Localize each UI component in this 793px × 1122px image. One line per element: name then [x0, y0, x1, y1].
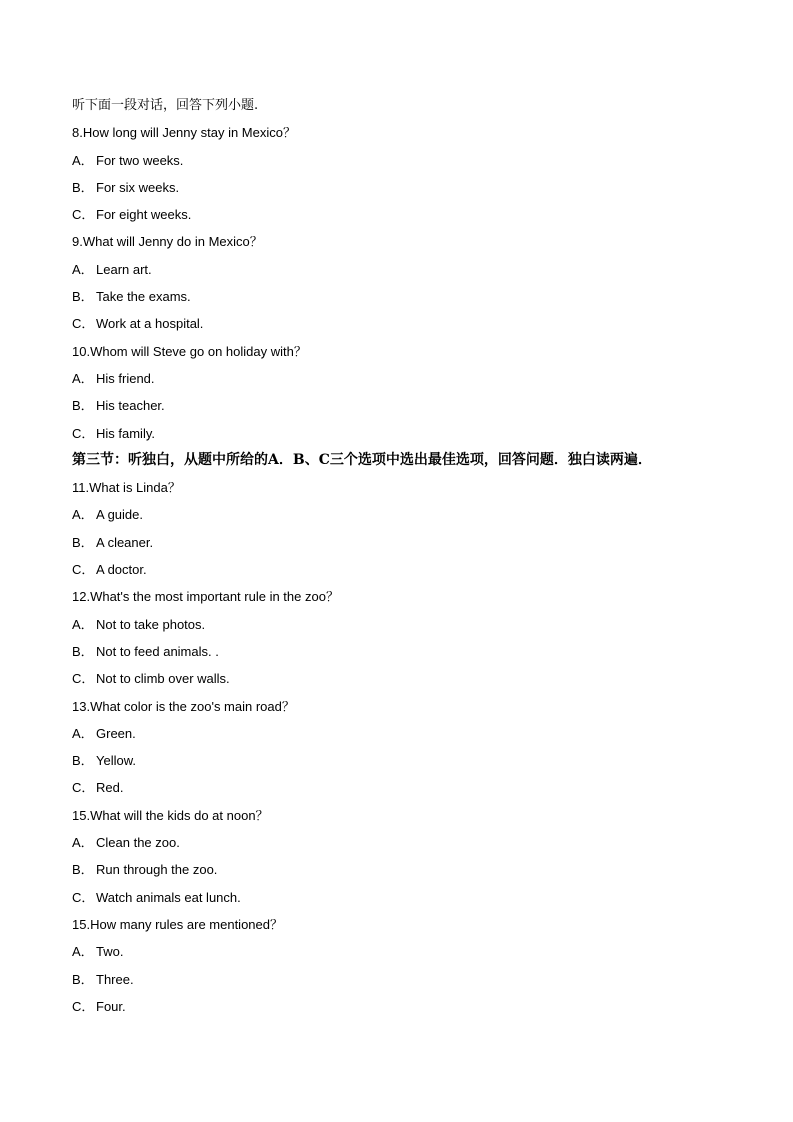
option-letter: A． — [72, 835, 94, 851]
answer-option — [72, 501, 732, 528]
option-text: A guide. — [96, 507, 143, 523]
question-text: 11.What is Linda？ — [72, 480, 181, 496]
option-letter: C． — [72, 780, 95, 796]
answer-option — [72, 938, 732, 965]
option-text: A cleaner. — [96, 534, 154, 550]
option-text: His family. — [96, 425, 155, 441]
option-letter: A． — [72, 944, 94, 960]
question-text: 8.How long will Jenny stay in Mexico？ — [72, 125, 296, 141]
answer-option — [72, 856, 732, 883]
option-text: His teacher. — [96, 398, 165, 414]
question-text: 10.Whom will Steve go on holiday with？ — [72, 343, 307, 359]
option-text: Four. — [96, 998, 126, 1014]
answer-option — [72, 420, 732, 447]
answer-option — [72, 256, 732, 283]
question-group-dialogue — [72, 119, 732, 447]
option-text: Clean the zoo. — [96, 835, 180, 851]
option-text: A doctor. — [96, 562, 147, 578]
question-text: 15.What will the kids do at noon？ — [72, 807, 269, 823]
answer-option — [72, 966, 732, 993]
answer-option — [72, 147, 732, 174]
option-text: Take the exams. — [96, 289, 191, 305]
answer-option — [72, 310, 732, 337]
option-letter: C． — [72, 889, 95, 905]
option-text: Red. — [96, 780, 124, 796]
answer-option — [72, 611, 732, 638]
option-text: For eight weeks. — [96, 207, 192, 223]
option-letter: C． — [72, 562, 95, 578]
option-letter: A． — [72, 152, 94, 168]
section-heading: 第三节：听独白，从题中所给的A．B、C三个选项中选出最佳选项，回答问题．独白读两遍． — [72, 451, 652, 468]
question-text: 15.How many rules are mentioned？ — [72, 916, 283, 932]
option-letter: A． — [72, 370, 94, 386]
answer-option — [72, 747, 732, 774]
option-text: Green. — [96, 725, 136, 741]
option-letter: C． — [72, 207, 95, 223]
option-letter: B． — [72, 179, 94, 195]
option-letter: A． — [72, 261, 94, 277]
option-letter: A． — [72, 507, 94, 523]
option-text: Not to feed animals. . — [96, 643, 219, 659]
option-letter: A． — [72, 725, 94, 741]
option-text: Two. — [96, 944, 124, 960]
answer-option — [72, 556, 732, 583]
listening-instruction: 听下面一段对话，回答下列小题. — [72, 98, 259, 113]
option-letter: B． — [72, 971, 94, 987]
option-letter: C． — [72, 671, 95, 687]
option-text: Learn art. — [96, 261, 152, 277]
option-text: Yellow. — [96, 753, 136, 769]
answer-option — [72, 174, 732, 201]
option-letter: C． — [72, 998, 95, 1014]
answer-option — [72, 638, 732, 665]
question-group-monologue — [72, 474, 732, 1020]
option-letter: B． — [72, 289, 94, 305]
answer-option — [72, 392, 732, 419]
answer-option — [72, 829, 732, 856]
answer-option — [72, 720, 732, 747]
option-text: Run through the zoo. — [96, 862, 218, 878]
option-letter: B． — [72, 398, 94, 414]
answer-option — [72, 774, 732, 801]
option-letter: A． — [72, 616, 94, 632]
answer-option — [72, 283, 732, 310]
option-letter: B． — [72, 643, 94, 659]
answer-option — [72, 529, 732, 556]
answer-option — [72, 365, 732, 392]
option-text: Watch animals eat lunch. — [96, 889, 241, 905]
question-text: 13.What color is the zoo's main road？ — [72, 698, 295, 714]
option-letter: C． — [72, 316, 95, 332]
option-text: Not to take photos. — [96, 616, 206, 632]
option-text: Not to climb over walls. — [96, 671, 230, 687]
answer-option — [72, 993, 732, 1020]
answer-option — [72, 201, 732, 228]
option-text: His friend. — [96, 370, 155, 386]
option-letter: B． — [72, 753, 94, 769]
answer-option — [72, 884, 732, 911]
option-text: Work at a hospital. — [96, 316, 204, 332]
answer-option — [72, 665, 732, 692]
question-text: 9.What will Jenny do in Mexico？ — [72, 234, 263, 250]
option-text: Three. — [96, 971, 134, 987]
option-letter: B． — [72, 534, 94, 550]
option-letter: B． — [72, 862, 94, 878]
option-letter: C． — [72, 425, 95, 441]
document-page — [72, 92, 732, 1020]
question-text: 12.What's the most important rule in the zoo？ — [72, 589, 339, 605]
option-text: For two weeks. — [96, 152, 184, 168]
option-text: For six weeks. — [96, 179, 180, 195]
